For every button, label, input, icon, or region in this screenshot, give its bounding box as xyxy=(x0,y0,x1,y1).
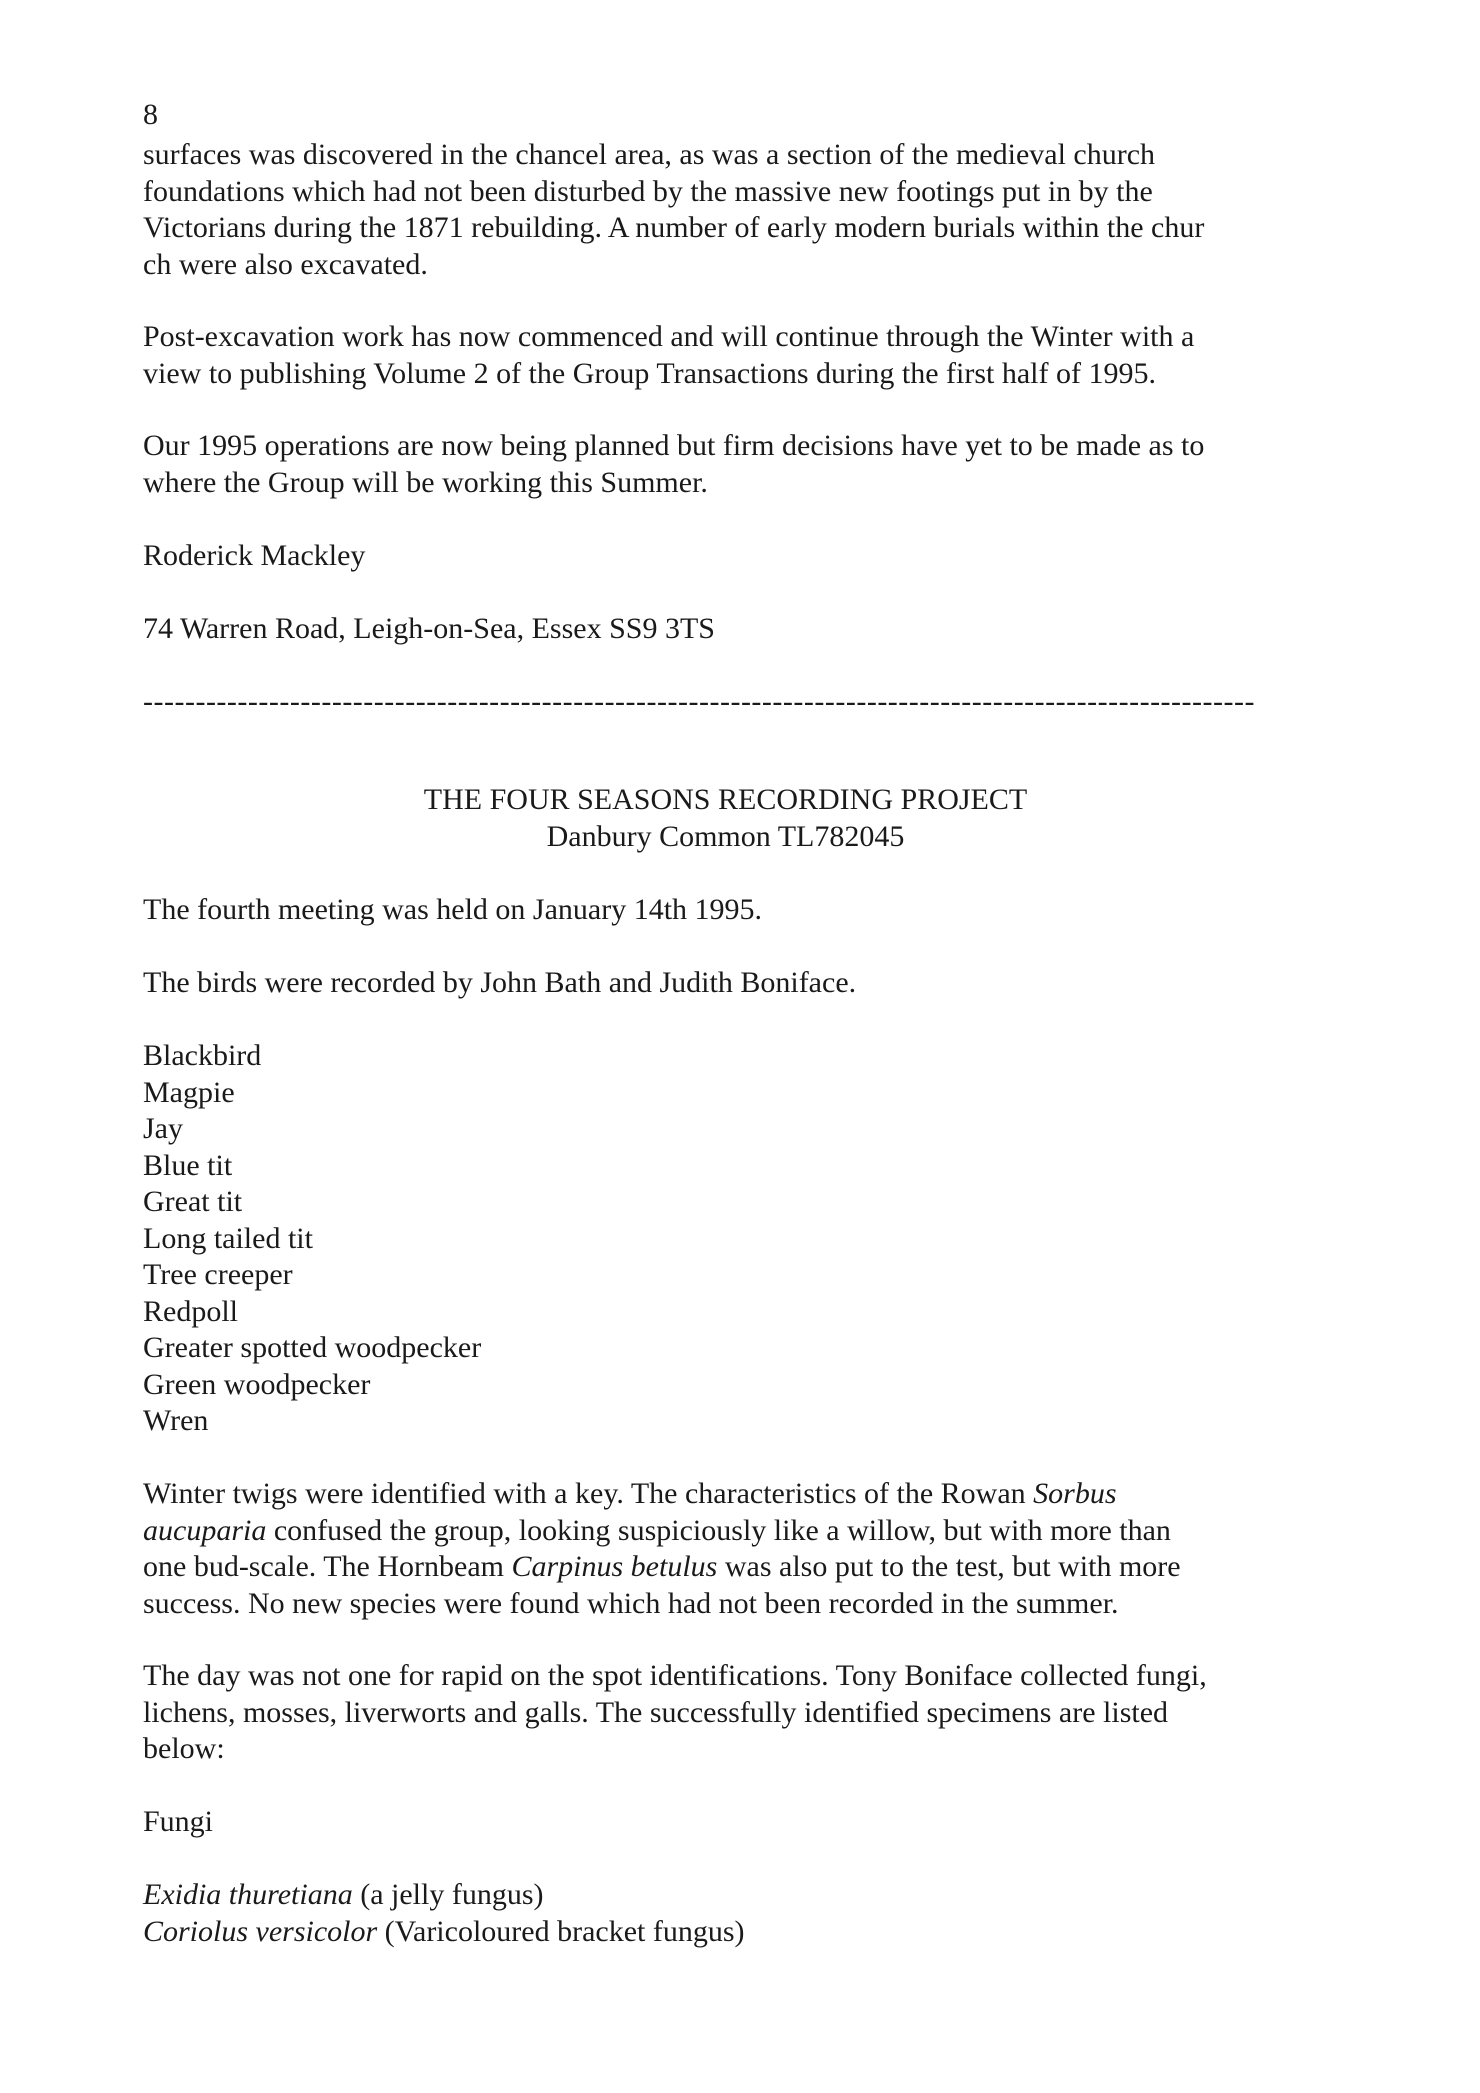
operations-paragraph xyxy=(143,428,1323,501)
meeting-paragraph: The fourth meeting was held on January 14th 1995. xyxy=(143,893,763,926)
paragraph-line: lichens, mosses, liverworts and galls. The successfully identified specimens are listed xyxy=(143,1695,1169,1729)
list-item: Great tit xyxy=(143,1185,243,1218)
paragraph-line: below: xyxy=(143,1732,225,1765)
paragraph-line: Our 1995 operations are now being planned but firm decisions have yet to be made as to xyxy=(143,429,1205,462)
paragraph-line: aucuparia confused the group, looking suspiciously like a willow, but with more than xyxy=(143,1513,1171,1547)
paragraph-line: where the Group will be working this Summer. xyxy=(143,465,708,499)
latin-name: Sorbus xyxy=(1033,1477,1117,1510)
list-item: Wren xyxy=(143,1404,209,1437)
latin-name: Carpinus betulus xyxy=(511,1550,718,1583)
identification-paragraph xyxy=(143,1658,1323,1768)
paragraph-line: ch were also excavated. xyxy=(143,247,428,281)
list-item: Blue tit xyxy=(143,1148,233,1182)
post-excavation-paragraph xyxy=(143,319,1323,392)
list-item: Greater spotted woodpecker xyxy=(143,1331,482,1364)
birds-intro: The birds were recorded by John Bath and Judith Boniface. xyxy=(143,966,857,999)
latin-name: Exidia thuretiana xyxy=(143,1878,353,1911)
author-name: Roderick Mackley xyxy=(143,539,366,572)
list-item: Coriolus versicolor (Varicoloured bracket fungus) xyxy=(143,1914,745,1948)
paragraph-line: one bud-scale. The Hornbeam Carpinus betulus was also put to the test, but with more xyxy=(143,1550,1181,1583)
author-address: 74 Warren Road, Leigh-on-Sea, Essex SS9 3TS xyxy=(143,612,715,645)
paragraph-line: Victorians during the 1871 rebuilding. A number of early modern burials within the chur xyxy=(143,211,1205,244)
list-item: Tree creeper xyxy=(143,1258,293,1291)
section-title: THE FOUR SEASONS RECORDING PROJECT xyxy=(423,783,1028,816)
section-subtitle: Danbury Common TL782045 xyxy=(546,820,905,853)
paragraph-line: foundations which had not been disturbed by the massive new footings put in by the xyxy=(143,174,1153,208)
paragraph-line: Winter twigs were identified with a key. The characteristics of the Rowan Sorbus xyxy=(143,1477,1117,1510)
paragraph-line: view to publishing Volume 2 of the Group Transactions during the first half of 1995. xyxy=(143,356,1156,390)
latin-name: aucuparia xyxy=(143,1513,267,1547)
fungi-list xyxy=(143,1877,1323,1950)
paragraph-line: surfaces was discovered in the chancel area, as was a section of the medieval church xyxy=(143,138,1156,171)
list-item: Magpie xyxy=(143,1075,235,1109)
list-item: Green woodpecker xyxy=(143,1367,371,1401)
twigs-paragraph xyxy=(143,1476,1323,1622)
page-number: 8 xyxy=(143,98,158,131)
list-item: Jay xyxy=(143,1112,183,1145)
list-item: Exidia thuretiana (a jelly fungus) xyxy=(143,1878,544,1911)
paragraph-line: Post-excavation work has now commenced and will continue through the Winter with a xyxy=(143,320,1195,353)
section-divider: ---------------------------------------------------------------------------------------------------------- xyxy=(143,685,1255,718)
fungi-heading: Fungi xyxy=(143,1805,214,1838)
excavation-paragraph xyxy=(143,137,1323,283)
latin-name: Coriolus versicolor xyxy=(143,1914,378,1948)
paragraph-line: success. No new species were found which had not been recorded in the summer. xyxy=(143,1586,1119,1620)
paragraph-line: The day was not one for rapid on the spot identifications. Tony Boniface collected fungi, xyxy=(143,1659,1207,1692)
list-item: Redpoll xyxy=(143,1294,238,1328)
list-item: Long tailed tit xyxy=(143,1221,313,1255)
list-item: Blackbird xyxy=(143,1039,262,1072)
bird-list xyxy=(143,1038,1323,1440)
